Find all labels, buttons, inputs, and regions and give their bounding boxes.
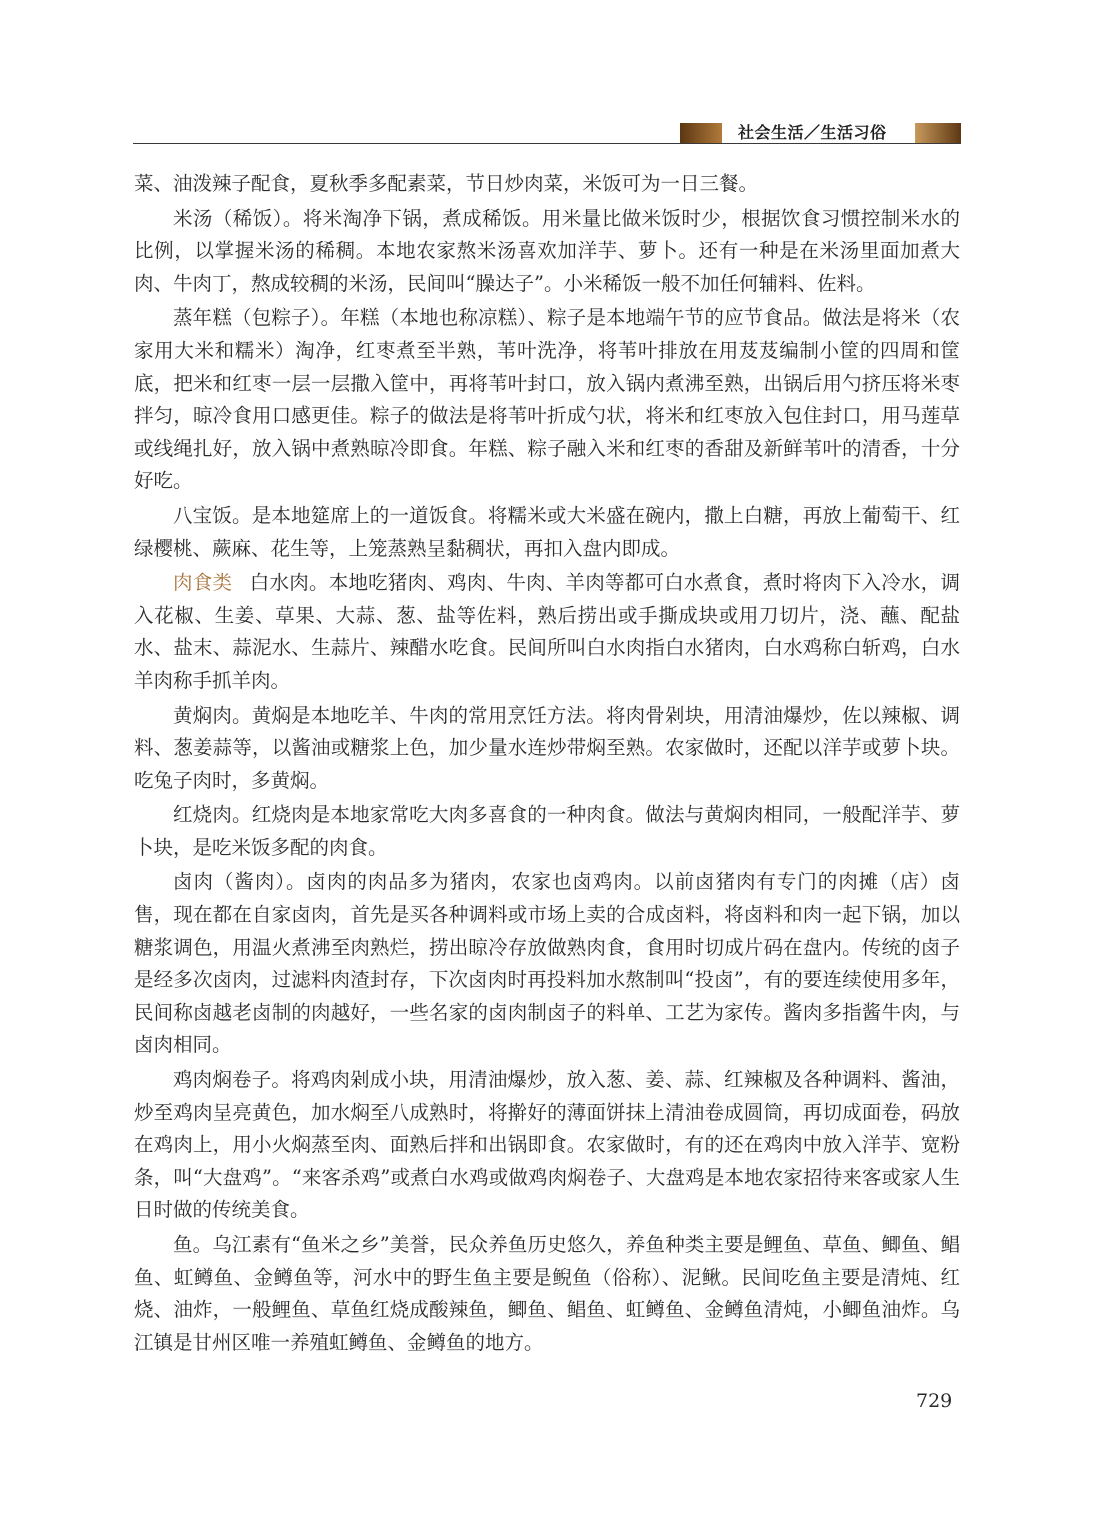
paragraph-text: 鸡肉焖卷子。将鸡肉剁成小块，用清油爆炒，放入葱、姜、蒜、红辣椒及各种调料、酱油，炒至鸡肉呈亮黄色，加水焖至八成熟时，将擀好的薄面饼抹上清油卷成圆筒，再切成面卷，码放在鸡肉上，用小火焖蒸至肉、面熟后拌和出锅即食。农家做时，有的还在鸡肉中放入洋芋、宽粉条，叫“大盘鸡”。“来客杀鸡”或煮白水鸡或做鸡肉焖卷子、大盘鸡是本地农家招待来客或家人生日时做的传统美食。	[134, 1068, 960, 1222]
paragraph-text: 白水肉。本地吃猪肉、鸡肉、牛肉、羊肉等都可白水煮食，煮时将肉下入冷水，调入花椒、生姜、草果、大蒜、葱、盐等佐料，熟后捞出或手撕成块或用刀切片，浇、蘸、配盐水、盐末、蒜泥水、生蒜片、辣醋水吃食。民间所叫白水肉指白水猪肉，白水鸡称白斩鸡，白水羊肉称手抓羊肉。	[134, 571, 960, 692]
paragraph-text: 菜、油泼辣子配食，夏秋季多配素菜，节日炒肉菜，米饭可为一日三餐。	[134, 172, 759, 195]
paragraph	[134, 866, 960, 1062]
header-decor-right	[915, 123, 961, 143]
paragraph	[134, 567, 960, 697]
paragraph	[134, 302, 960, 498]
paragraph-text: 鱼。乌江素有“鱼米之乡”美誉，民众养鱼历史悠久，养鱼种类主要是鲤鱼、草鱼、鲫鱼、鲳鱼、虹鳟鱼、金鳟鱼等，河水中的野生鱼主要是鲵鱼（俗称）、泥鳅。民间吃鱼主要是清炖、红烧、油炸，一般鲤鱼、草鱼红烧成酸辣鱼，鲫鱼、鲳鱼、虹鳟鱼、金鳟鱼清炖，小鲫鱼油炸。乌江镇是甘州区唯一养殖虹鳟鱼、金鳟鱼的地方。	[134, 1233, 960, 1354]
paragraph	[134, 1229, 960, 1359]
body-text	[134, 168, 960, 1359]
paragraph-text: 米汤（稀饭）。将米淘净下锅，煮成稀饭。用米量比做米饭时少，根据饮食习惯控制米水的比例，以掌握米汤的稀稠。本地农家熬米汤喜欢加洋芋、萝卜。还有一种是在米汤里面加煮大肉、牛肉丁，熬成较稠的米汤，民间叫“臊达子”。小米稀饭一般不加任何辅料、佐料。	[134, 206, 960, 295]
section-title: 社会生活／生活习俗	[738, 123, 887, 142]
paragraph	[134, 799, 960, 864]
paragraph	[134, 168, 960, 201]
paragraph	[134, 1064, 960, 1227]
paragraph-text: 蒸年糕（包粽子）。年糕（本地也称凉糕）、粽子是本地端午节的应节食品。做法是将米（农家用大米和糯米）淘净，红枣煮至半熟，苇叶洗净，将苇叶排放在用芨芨编制小筐的四周和筐底，把米和红枣一层一层撒入筐中，再将苇叶封口，放入锅内煮沸至熟，出锅后用勺挤压将米枣拌匀，晾冷食用口感更佳。粽子的做法是将苇叶折成勺状，将米和红枣放入包住封口，用马莲草或线绳扎好，放入锅中煮熟晾冷即食。年糕、粽子融入米和红枣的香甜及新鲜苇叶的清香，十分好吃。	[134, 306, 960, 493]
paragraph-text: 八宝饭。是本地筵席上的一道饭食。将糯米或大米盛在碗内，撒上白糖，再放上葡萄干、红绿樱桃、蕨麻、花生等，上笼蒸熟呈黏稠状，再扣入盘内即成。	[134, 503, 960, 560]
running-header	[680, 123, 961, 143]
category-label: 肉食类	[173, 571, 233, 595]
paragraph-text: 卤肉（酱肉）。卤肉的肉品多为猪肉，农家也卤鸡肉。以前卤猪肉有专门的肉摊（店）卤售，现在都在自家卤肉，首先是买各种调料或市场上卖的合成卤料，将卤料和肉一起下锅，加以糖浆调色，用温火煮沸至肉熟烂，捞出晾冷存放做熟肉食，食用时切成片码在盘内。传统的卤子是经多次卤肉，过滤料肉渣封存，下次卤肉时再投料加水熬制叫“投卤”，有的要连续使用多年，民间称卤越老卤制的肉越好，一些名家的卤肉制卤子的料单、工艺为家传。酱肉多指酱牛肉，与卤肉相同。	[134, 870, 960, 1057]
paragraph-text: 红烧肉。红烧肉是本地家常吃大肉多喜食的一种肉食。做法与黄焖肉相同，一般配洋芋、萝卜块，是吃米饭多配的肉食。	[134, 803, 960, 859]
paragraph-text: 黄焖肉。黄焖是本地吃羊、牛肉的常用烹饪方法。将肉骨剁块，用清油爆炒，佐以辣椒、调料、葱姜蒜等，以酱油或糖浆上色，加少量水连炒带焖至熟。农家做时，还配以洋芋或萝卜块。吃兔子肉时，多黄焖。	[134, 703, 960, 792]
page-number: 729	[916, 1390, 953, 1412]
paragraph	[134, 700, 960, 798]
header-rule	[133, 143, 961, 144]
paragraph	[134, 203, 960, 301]
header-decor-left	[680, 123, 722, 143]
paragraph	[134, 500, 960, 565]
